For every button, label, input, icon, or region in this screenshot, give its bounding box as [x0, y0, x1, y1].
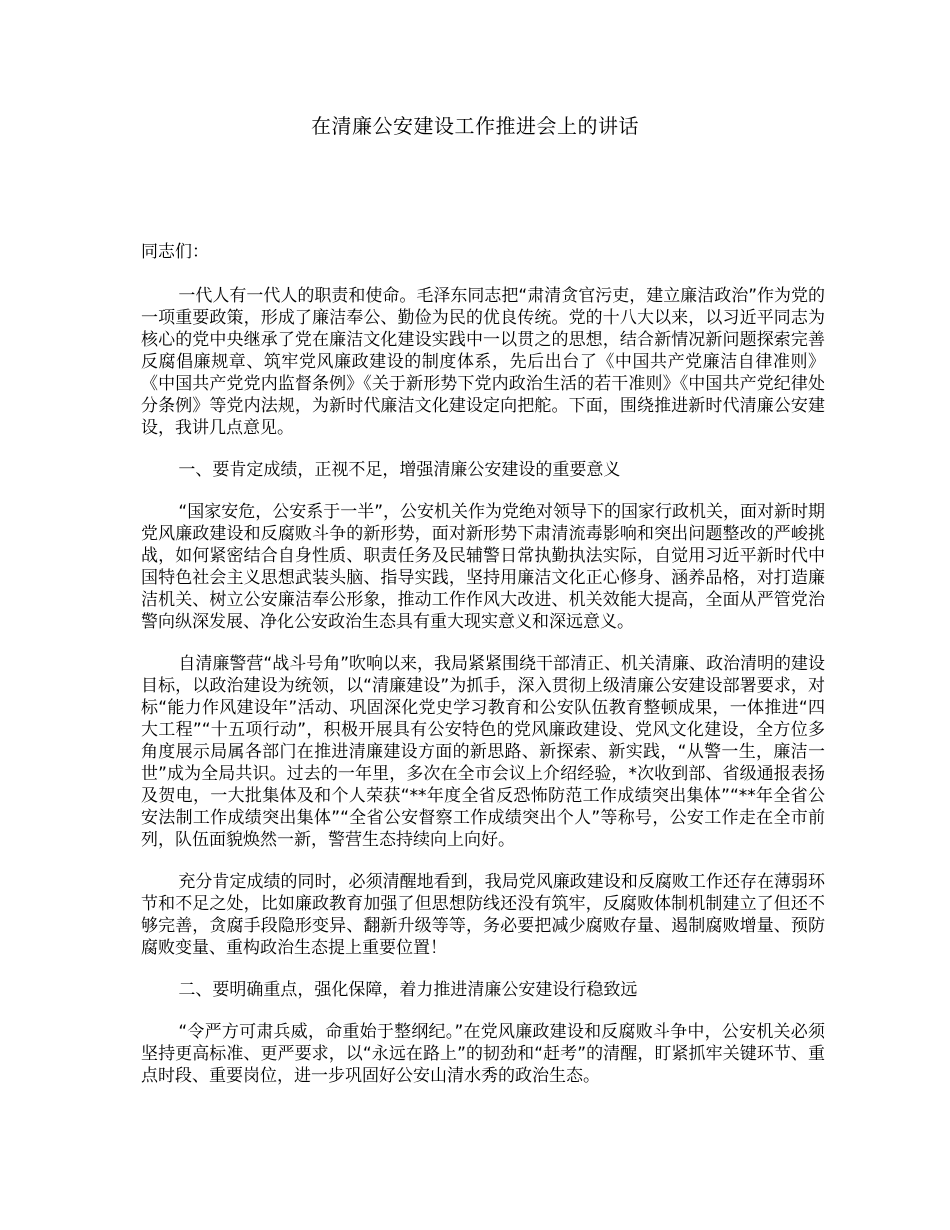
paragraph-intro: 一代人有一代人的职责和使命。毛泽东同志把“肃清贪官污吏，建立廉洁政治”作为党的一项重要政策，形成了廉洁奉公、勤俭为民的优良传统。党的十八大以来，以习近平同志为核心的党中央继承了党在廉洁文化建设实践中一以贯之的思想，结合新情况新问题探索完善反腐倡廉规章、筑牢党风廉政建设的制度体系，先后出台了《中国共产党廉洁自律准则》《中国共产党党内监督条例》《关于新形势下党内政治生活的若干准则》《中国共产党纪律处分条例》等党内法规，为新时代廉洁文化建设定向把舵。下面，围绕推进新时代清廉公安建设，我讲几点意见。 [141, 286, 826, 438]
document-title: 在清廉公安建设工作推进会上的讲话 [311, 114, 639, 138]
document-body [141, 241, 825, 1107]
section-heading-2: 二、要明确重点，强化保障，着力推进清廉公安建设行稳致远 [178, 980, 638, 1000]
paragraph-significance: “国家安危，公安系于一半”，公安机关作为党绝对领导下的国家行政机关，面对新时期党风廉政建设和反腐败斗争的新形势，面对新形势下肃清流毒影响和突出问题整改的严峻挑战，如何紧密结合自身性质、职责任务及民辅警日常执勤执法实际，自觉用习近平新时代中国特色社会主义思想武装头脑、指导实践，坚持用廉洁文化正心修身、涵养品格，对打造廉洁机关、树立公安廉洁奉公形象，推动工作作风大改进、机关效能大提高，全面从严管党治警向纵深发展、净化公安政治生态具有重大现实意义和深远意义。 [141, 502, 826, 632]
paragraph-priorities: “令严方可肃兵威，命重始于整纲纪。”在党风廉政建设和反腐败斗争中，公安机关必须坚持更高标准、更严要求，以“永远在路上”的韧劲和“赶考”的清醒，盯紧抓牢关键环节、重点时段、重要岗位，进一步巩固好公安山清水秀的政治生态。 [141, 1022, 825, 1086]
salutation: 同志们： [141, 242, 209, 262]
paragraph-achievements: 自清廉警营“战斗号角”吹响以来，我局紧紧围绕干部清正、机关清廉、政治清明的建设目标，以政治建设为统领，以“清廉建设”为抓手，深入贯彻上级清廉公安建设部署要求，对标“能力作风建设年”活动、巩固深化党史学习教育和公安队伍教育整顿成果，一体推进“四大工程”“十五项行动”，积极开展具有公安特色的党风廉政建设、党风文化建设，全方位多角度展示局属各部门在推进清廉建设方面的新思路、新探索、新实践，“从警一生，廉洁一世”成为全局共识。过去的一年里，多次在全市会议上介绍经验，*次收到部、省级通报表扬及贺电，一大批集体及和个人荣获“**年度全省反恐怖防范工作成绩突出集体”“**年全省公安法制工作成绩突出集体”“全省公安督察工作成绩突出个人”等称号，公安工作走在全市前列，队伍面貌焕然一新，警营生态持续向上向好。 [141, 654, 826, 850]
section-heading-1: 一、要肯定成绩，正视不足，增强清廉公安建设的重要意义 [178, 460, 621, 480]
paragraph-shortcomings: 充分肯定成绩的同时，必须清醒地看到，我局党风廉政建设和反腐败工作还存在薄弱环节和不足之处，比如廉政教育加强了但思想防线还没有筑牢，反腐败体制机制建立了但还不够完善，贪腐手段隐形变异、翻新升级等等，务必要把减少腐败存量、遏制腐败增量、预防腐败变量、重构政治生态提上重要位置！ [141, 872, 825, 958]
